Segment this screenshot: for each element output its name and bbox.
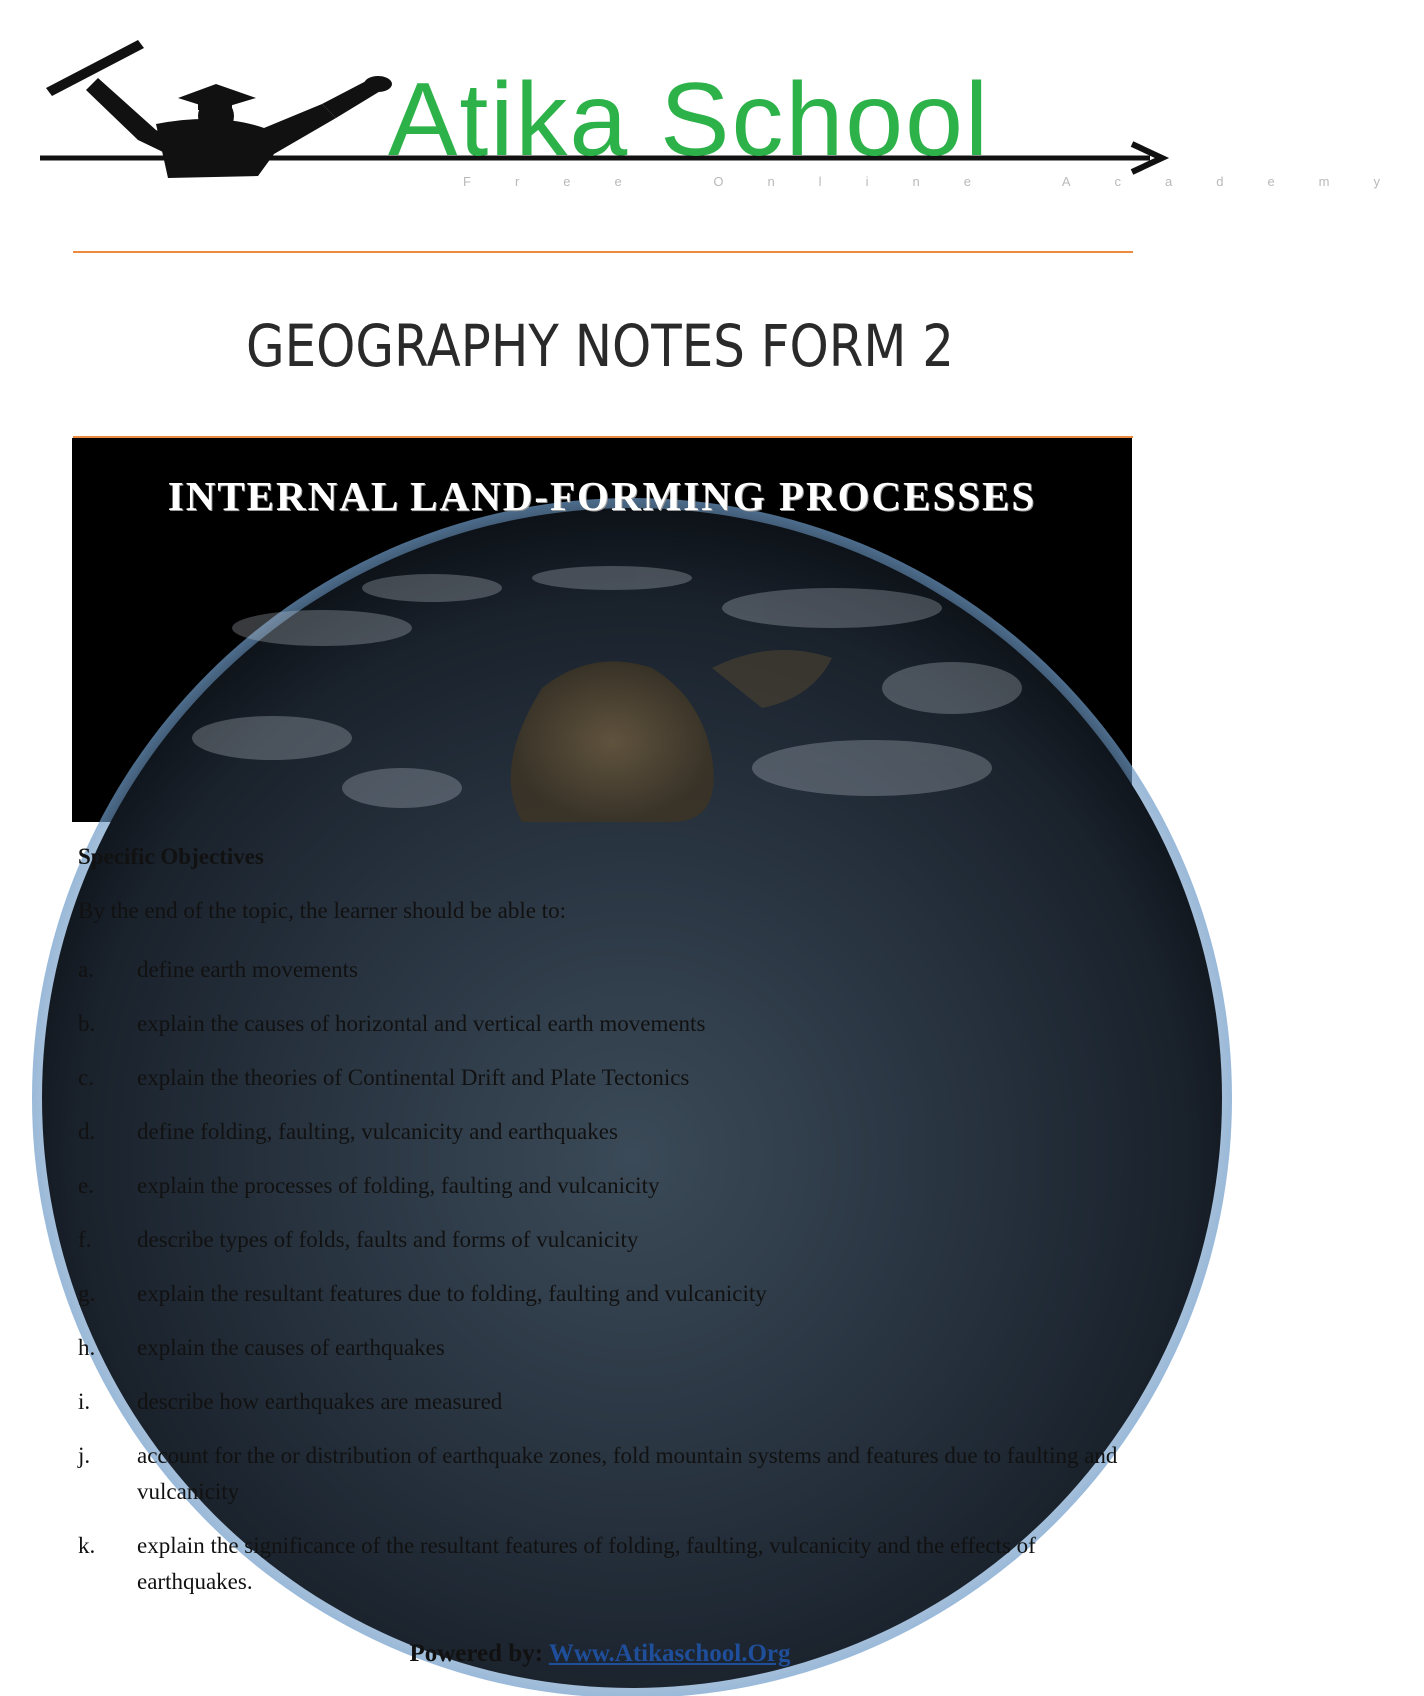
list-item-text: explain the causes of earthquakes bbox=[137, 1335, 445, 1360]
list-marker: d. bbox=[78, 1119, 96, 1144]
list-item bbox=[78, 952, 1138, 988]
list-marker: k. bbox=[78, 1533, 96, 1558]
list-marker: i. bbox=[78, 1389, 91, 1414]
list-item bbox=[78, 1528, 1138, 1600]
objectives-intro: By the end of the topic, the learner should be able to: bbox=[78, 898, 566, 923]
list-marker: g. bbox=[78, 1281, 96, 1306]
list-item bbox=[78, 1222, 1138, 1258]
list-marker: b. bbox=[78, 1011, 96, 1036]
list-item-text: account for the or distribution of earthquake zones, fold mountain systems and features due to faulting and vulcanicity bbox=[137, 1443, 1118, 1504]
footer bbox=[0, 1640, 1200, 1668]
list-item-text: explain the processes of folding, faulting and vulcanicity bbox=[137, 1173, 660, 1198]
list-item bbox=[78, 1384, 1138, 1420]
brand-tagline: Free Online Academy bbox=[463, 174, 1424, 189]
list-item-text: define folding, faulting, vulcanicity and earthquakes bbox=[137, 1119, 618, 1144]
list-marker: f. bbox=[78, 1227, 92, 1252]
list-marker: j. bbox=[78, 1443, 91, 1468]
list-item bbox=[78, 1006, 1138, 1042]
objectives-list bbox=[78, 952, 1138, 1618]
header-divider bbox=[73, 251, 1133, 253]
website-link[interactable]: Www.Atikaschool.Org bbox=[548, 1640, 791, 1667]
list-marker: c. bbox=[78, 1065, 94, 1090]
list-item-text: explain the theories of Continental Drift and Plate Tectonics bbox=[137, 1065, 690, 1090]
objectives-heading: Specific Objectives bbox=[78, 844, 264, 869]
list-item bbox=[78, 1060, 1138, 1096]
list-item-text: describe types of folds, faults and forms of vulcanicity bbox=[137, 1227, 639, 1252]
page-title: GEOGRAPHY NOTES FORM 2 bbox=[245, 312, 955, 380]
list-item-text: explain the resultant features due to folding, faulting and vulcanicity bbox=[137, 1281, 767, 1306]
list-item bbox=[78, 1168, 1138, 1204]
earth-banner bbox=[72, 438, 1132, 822]
list-marker: h. bbox=[78, 1335, 96, 1360]
logo bbox=[38, 28, 1424, 208]
brand-name: Atika School bbox=[388, 62, 991, 178]
list-item-text: explain the causes of horizontal and vertical earth movements bbox=[137, 1011, 706, 1036]
list-marker: e. bbox=[78, 1173, 94, 1198]
list-item-text: define earth movements bbox=[137, 957, 358, 982]
banner-title: INTERNAL LAND-FORMING PROCESSES bbox=[167, 473, 1037, 519]
list-item-text: describe how earthquakes are measured bbox=[137, 1389, 503, 1414]
list-item bbox=[78, 1330, 1138, 1366]
list-marker: a. bbox=[78, 957, 94, 982]
footer-label: Powered by: bbox=[409, 1640, 544, 1667]
list-item bbox=[78, 1438, 1138, 1510]
list-item bbox=[78, 1276, 1138, 1312]
list-item-text: explain the significance of the resultant features of folding, faulting, vulcanicity and the effects of earthquakes. bbox=[137, 1533, 1036, 1594]
list-item bbox=[78, 1114, 1138, 1150]
